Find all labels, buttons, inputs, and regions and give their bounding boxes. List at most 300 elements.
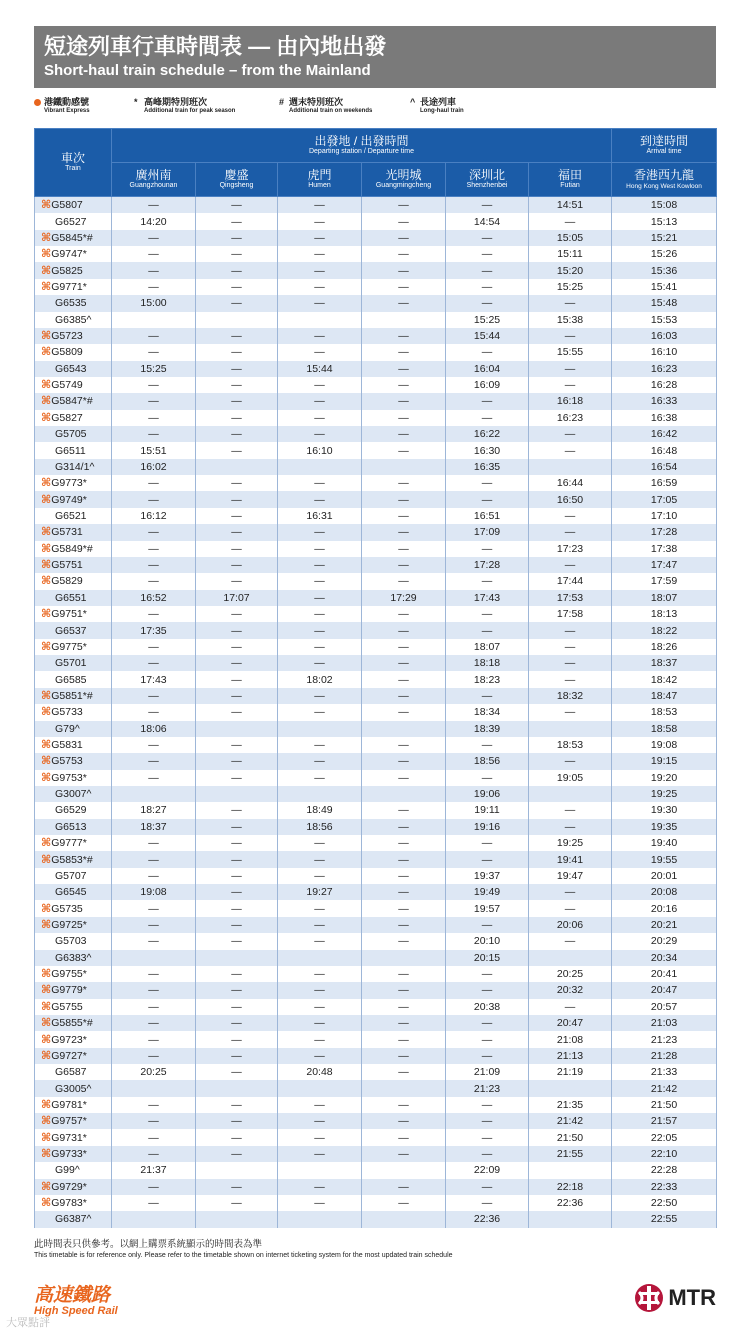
departure-time-cell: — <box>278 999 362 1015</box>
departure-time-cell: — <box>196 1015 278 1031</box>
departure-time-cell: — <box>362 737 446 753</box>
arrival-time-cell: 18:42 <box>612 671 717 687</box>
train-number-cell: ⌘G5847*# <box>35 393 112 409</box>
arrival-time-cell: 19:40 <box>612 835 717 851</box>
departure-time-cell: — <box>278 1146 362 1162</box>
departure-time-cell: — <box>278 262 362 278</box>
departure-time-cell: — <box>278 900 362 916</box>
departure-time-cell: — <box>446 1048 529 1064</box>
departure-time-cell: — <box>196 851 278 867</box>
table-row <box>35 328 717 344</box>
departure-time-cell: — <box>529 639 612 655</box>
train-number-cell: G6383^ <box>35 950 112 966</box>
departure-time-cell: 18:39 <box>446 721 529 737</box>
departure-time-cell: — <box>529 671 612 687</box>
departure-time-cell: — <box>362 655 446 671</box>
vibrant-express-icon: ⌘ <box>41 248 52 261</box>
footer-note-zh: 此時間表只供參考。以網上購票系統顯示的時間表為準 <box>34 1239 263 1250</box>
departure-time-cell: — <box>446 295 529 311</box>
departure-time-cell: 20:48 <box>278 1064 362 1080</box>
train-number-cell: ⌘G9725* <box>35 917 112 933</box>
table-row <box>35 361 717 377</box>
vibrant-express-icon: ⌘ <box>41 379 52 392</box>
departure-time-cell: 19:47 <box>529 868 612 884</box>
departure-time-cell: — <box>446 279 529 295</box>
title-banner <box>34 26 716 88</box>
departure-time-cell: 16:22 <box>446 426 529 442</box>
departure-time-cell: — <box>196 917 278 933</box>
departure-time-cell: 19:41 <box>529 851 612 867</box>
departing-group-header: 出發地 / 出發時間 Departing station / Departure time <box>112 129 612 163</box>
vibrant-express-icon: ⌘ <box>41 575 52 588</box>
departure-time-cell: — <box>362 344 446 360</box>
table-row <box>35 410 717 426</box>
departure-time-cell: — <box>196 982 278 998</box>
departure-time-cell: — <box>529 933 612 949</box>
vibrant-express-icon: ⌘ <box>41 280 52 293</box>
departure-time-cell: 18:27 <box>112 802 196 818</box>
departure-time-cell: — <box>196 704 278 720</box>
table-row <box>35 426 717 442</box>
vibrant-express-icon: ⌘ <box>41 853 52 866</box>
train-number-cell: G314/1^ <box>35 459 112 475</box>
departure-time-cell: — <box>278 966 362 982</box>
departure-time-cell: — <box>196 1064 278 1080</box>
table-row <box>35 671 717 687</box>
title-zh: 短途列車行車時間表 — 由內地出發 <box>44 34 387 59</box>
train-number-cell: G5701 <box>35 655 112 671</box>
train-number-cell: G99^ <box>35 1162 112 1178</box>
table-row <box>35 573 717 589</box>
table-row <box>35 704 717 720</box>
table-row <box>35 933 717 949</box>
departure-time-cell: — <box>362 917 446 933</box>
departure-time-cell: 15:44 <box>446 328 529 344</box>
arrival-time-cell: 18:13 <box>612 606 717 622</box>
vibrant-express-icon: ⌘ <box>41 526 52 539</box>
train-number-cell: ⌘G5751 <box>35 557 112 573</box>
vibrant-express-icon: ⌘ <box>41 706 52 719</box>
arrival-time-cell: 20:34 <box>612 950 717 966</box>
departure-time-cell: — <box>278 982 362 998</box>
departure-time-cell: — <box>112 426 196 442</box>
departure-time-cell: 21:08 <box>529 1031 612 1047</box>
departure-time-cell: 22:36 <box>446 1211 529 1227</box>
departure-time-cell: — <box>278 1179 362 1195</box>
departure-time-cell: — <box>278 1113 362 1129</box>
table-row <box>35 508 717 524</box>
departure-time-cell: — <box>196 328 278 344</box>
departure-time-cell: 20:15 <box>446 950 529 966</box>
vibrant-express-icon: ⌘ <box>41 968 52 981</box>
departure-time-cell: — <box>196 1048 278 1064</box>
departure-time-cell: — <box>446 1195 529 1211</box>
departure-time-cell: — <box>196 410 278 426</box>
departure-time-cell: — <box>196 966 278 982</box>
arrival-time-cell: 17:59 <box>612 573 717 589</box>
departure-time-cell: — <box>112 262 196 278</box>
schedule-rows <box>35 197 717 1228</box>
train-number-cell: ⌘G5809 <box>35 344 112 360</box>
arrival-time-cell: 15:41 <box>612 279 717 295</box>
vibrant-express-icon: ⌘ <box>41 493 52 506</box>
departure-time-cell: 16:31 <box>278 508 362 524</box>
arrival-time-cell: 18:58 <box>612 721 717 737</box>
departure-time-cell: — <box>362 868 446 884</box>
departure-time-cell: 22:18 <box>529 1179 612 1195</box>
table-row <box>35 1146 717 1162</box>
departure-time-cell: — <box>529 328 612 344</box>
departure-time-cell: 17:23 <box>529 541 612 557</box>
train-number-cell: ⌘G5831 <box>35 737 112 753</box>
arrival-time-cell: 20:47 <box>612 982 717 998</box>
departure-time-cell: — <box>112 344 196 360</box>
departure-time-cell: — <box>112 655 196 671</box>
table-row <box>35 1048 717 1064</box>
train-number-cell: G6513 <box>35 819 112 835</box>
train-number-cell: ⌘G9781* <box>35 1097 112 1113</box>
train-number-cell: G3007^ <box>35 786 112 802</box>
departure-time-cell: — <box>362 704 446 720</box>
departure-time-cell: — <box>196 770 278 786</box>
departure-time-cell <box>112 1080 196 1096</box>
departure-time-cell: — <box>362 1179 446 1195</box>
train-number-cell: G5707 <box>35 868 112 884</box>
departure-time-cell: 21:19 <box>529 1064 612 1080</box>
departure-time-cell: — <box>362 508 446 524</box>
table-row <box>35 999 717 1015</box>
departure-time-cell: — <box>362 279 446 295</box>
vibrant-express-icon: ⌘ <box>41 477 52 490</box>
departure-time-cell <box>362 786 446 802</box>
departure-time-cell: 16:12 <box>112 508 196 524</box>
departure-time-cell: — <box>112 688 196 704</box>
arrival-time-cell: 19:08 <box>612 737 717 753</box>
departure-time-cell: — <box>112 966 196 982</box>
departure-time-cell: — <box>278 688 362 704</box>
vibrant-express-icon: ⌘ <box>41 755 52 768</box>
departure-time-cell: — <box>362 1129 446 1145</box>
departure-time-cell: 21:13 <box>529 1048 612 1064</box>
departure-time-cell: — <box>112 1048 196 1064</box>
arrival-time-cell: 17:38 <box>612 541 717 557</box>
schedule-table <box>34 128 717 1228</box>
vibrant-express-icon: ⌘ <box>41 1131 52 1144</box>
table-row <box>35 1129 717 1145</box>
departure-time-cell: 21:42 <box>529 1113 612 1129</box>
departure-time-cell: 18:56 <box>446 753 529 769</box>
departure-time-cell: — <box>196 1031 278 1047</box>
arrival-time-cell: 17:05 <box>612 491 717 507</box>
departure-time-cell: — <box>446 966 529 982</box>
departure-time-cell: — <box>362 361 446 377</box>
vibrant-express-icon: ⌘ <box>41 1180 52 1193</box>
arrival-time-cell: 19:30 <box>612 802 717 818</box>
departure-time-cell: 16:02 <box>112 459 196 475</box>
table-row <box>35 786 717 802</box>
departure-time-cell: — <box>362 753 446 769</box>
footer-note <box>34 1236 716 1259</box>
departure-time-cell: — <box>196 819 278 835</box>
departure-time-cell: 15:25 <box>529 279 612 295</box>
departure-time-cell: 21:37 <box>112 1162 196 1178</box>
departure-time-cell: — <box>529 802 612 818</box>
arrival-time-cell: 15:21 <box>612 230 717 246</box>
departure-time-cell: — <box>278 393 362 409</box>
departure-time-cell: — <box>529 361 612 377</box>
departure-time-cell: — <box>278 606 362 622</box>
departure-time-cell: — <box>112 541 196 557</box>
departure-time-cell: 21:55 <box>529 1146 612 1162</box>
departure-time-cell: — <box>278 770 362 786</box>
departure-time-cell: — <box>112 1015 196 1031</box>
departure-time-cell: — <box>278 1195 362 1211</box>
departure-time-cell: 19:27 <box>278 884 362 900</box>
departure-time-cell: — <box>362 884 446 900</box>
arrival-time-cell: 20:41 <box>612 966 717 982</box>
departure-time-cell <box>529 1211 612 1227</box>
departure-time-cell: — <box>446 393 529 409</box>
departure-time-cell: 15:05 <box>529 230 612 246</box>
vibrant-express-icon: ⌘ <box>41 264 52 277</box>
departure-time-cell: — <box>112 475 196 491</box>
departure-time-cell: 16:30 <box>446 442 529 458</box>
departure-time-cell: 17:43 <box>446 590 529 606</box>
departure-time-cell: — <box>112 230 196 246</box>
departure-time-cell: 18:37 <box>112 819 196 835</box>
departure-time-cell: — <box>362 262 446 278</box>
departure-time-cell: 22:09 <box>446 1162 529 1178</box>
departure-time-cell <box>362 1162 446 1178</box>
departure-time-cell: — <box>529 442 612 458</box>
arrival-time-cell: 19:20 <box>612 770 717 786</box>
departure-time-cell: — <box>278 737 362 753</box>
train-number-cell: ⌘G9747* <box>35 246 112 262</box>
vibrant-express-icon: ⌘ <box>41 1098 52 1111</box>
arrival-time-cell: 15:26 <box>612 246 717 262</box>
footer-note-en: This timetable is for reference only. Please refer to the timetable shown on internet ticketing system for the most updated train schedule <box>34 1252 453 1259</box>
departure-time-cell: — <box>362 851 446 867</box>
departure-time-cell: — <box>362 393 446 409</box>
departure-time-cell: — <box>446 541 529 557</box>
departure-time-cell <box>362 1211 446 1227</box>
train-number-cell: ⌘G5723 <box>35 328 112 344</box>
departure-time-cell: — <box>196 426 278 442</box>
train-number-cell: ⌘G5731 <box>35 524 112 540</box>
departure-time-cell: — <box>446 1113 529 1129</box>
legend <box>34 95 716 121</box>
train-number-cell: G6527 <box>35 213 112 229</box>
departure-time-cell: — <box>446 410 529 426</box>
departure-time-cell: — <box>196 541 278 557</box>
arrival-time-cell: 20:16 <box>612 900 717 916</box>
departure-time-cell: — <box>446 1015 529 1031</box>
arrival-time-cell: 16:33 <box>612 393 717 409</box>
departure-time-cell: 15:00 <box>112 295 196 311</box>
train-number-cell: G6537 <box>35 622 112 638</box>
departure-time-cell: — <box>112 573 196 589</box>
departure-time-cell: — <box>362 442 446 458</box>
departure-time-cell: — <box>362 1195 446 1211</box>
departure-time-cell: 16:09 <box>446 377 529 393</box>
table-row <box>35 1195 717 1211</box>
arrival-time-cell: 18:53 <box>612 704 717 720</box>
departure-time-cell: — <box>446 344 529 360</box>
caret-icon: ^ <box>410 97 416 107</box>
table-row <box>35 639 717 655</box>
train-number-cell: ⌘G5755 <box>35 999 112 1015</box>
departure-time-cell: — <box>196 344 278 360</box>
departure-time-cell <box>112 950 196 966</box>
train-number-cell: ⌘G5849*# <box>35 541 112 557</box>
departure-time-cell: — <box>196 802 278 818</box>
table-row <box>35 606 717 622</box>
station-header-humen: 虎門 Humen <box>278 163 362 197</box>
departure-time-cell: — <box>196 835 278 851</box>
arrival-time-cell: 16:42 <box>612 426 717 442</box>
mtr-emblem-icon <box>634 1283 664 1313</box>
departure-time-cell: — <box>529 508 612 524</box>
vibrant-express-icon: ⌘ <box>41 984 52 997</box>
arrival-time-cell: 22:55 <box>612 1211 717 1227</box>
departure-time-cell: — <box>362 246 446 262</box>
departure-time-cell: 16:51 <box>446 508 529 524</box>
departure-time-cell: — <box>196 377 278 393</box>
vibrant-express-icon: ⌘ <box>41 330 52 343</box>
arrival-time-cell: 17:10 <box>612 508 717 524</box>
departure-time-cell: 20:32 <box>529 982 612 998</box>
departure-time-cell: — <box>112 491 196 507</box>
vibrant-express-icon: ⌘ <box>41 1017 52 1030</box>
vibrant-express-icon: ⌘ <box>41 837 52 850</box>
departure-time-cell <box>196 1162 278 1178</box>
departure-time-cell: — <box>362 835 446 851</box>
departure-time-cell: — <box>196 246 278 262</box>
arrival-time-cell: 17:47 <box>612 557 717 573</box>
departure-time-cell: — <box>362 933 446 949</box>
departure-time-cell <box>278 459 362 475</box>
departure-time-cell: 16:44 <box>529 475 612 491</box>
departure-time-cell <box>196 721 278 737</box>
departure-time-cell: — <box>112 835 196 851</box>
departure-time-cell: — <box>446 262 529 278</box>
train-number-cell: ⌘G9749* <box>35 491 112 507</box>
arrival-time-cell: 21:03 <box>612 1015 717 1031</box>
departure-time-cell: — <box>446 622 529 638</box>
arrival-time-cell: 22:28 <box>612 1162 717 1178</box>
departure-time-cell: — <box>278 491 362 507</box>
departure-time-cell <box>529 721 612 737</box>
departure-time-cell: — <box>112 770 196 786</box>
arrival-time-cell: 20:29 <box>612 933 717 949</box>
departure-time-cell: — <box>278 1015 362 1031</box>
legend-vibrant-express: 港鐵動感號 Vibrant Express <box>34 95 90 114</box>
departure-time-cell: 17:09 <box>446 524 529 540</box>
departure-time-cell: 18:34 <box>446 704 529 720</box>
departure-time-cell: — <box>529 655 612 671</box>
departure-time-cell <box>278 1211 362 1227</box>
departure-time-cell: — <box>278 246 362 262</box>
departure-time-cell: — <box>112 328 196 344</box>
table-row <box>35 1080 717 1096</box>
departure-time-cell: — <box>196 279 278 295</box>
departure-time-cell <box>278 312 362 328</box>
arrival-time-cell: 15:13 <box>612 213 717 229</box>
departure-time-cell: 18:06 <box>112 721 196 737</box>
table-row <box>35 982 717 998</box>
departure-time-cell: 17:43 <box>112 671 196 687</box>
departure-time-cell: — <box>196 1146 278 1162</box>
train-column-header: 車次 Train <box>35 129 112 197</box>
table-row <box>35 950 717 966</box>
departure-time-cell <box>362 950 446 966</box>
train-number-cell: G6529 <box>35 802 112 818</box>
departure-time-cell: — <box>196 688 278 704</box>
departure-time-cell: — <box>362 1015 446 1031</box>
departure-time-cell: — <box>278 541 362 557</box>
table-row <box>35 1113 717 1129</box>
train-number-cell: G6551 <box>35 590 112 606</box>
departure-time-cell <box>278 1080 362 1096</box>
arrival-group-header: 到達時間 Arrival time <box>612 129 717 163</box>
vibrant-express-icon: ⌘ <box>41 608 52 621</box>
departure-time-cell: — <box>196 442 278 458</box>
arrival-time-cell: 22:50 <box>612 1195 717 1211</box>
departure-time-cell: — <box>446 1097 529 1113</box>
departure-time-cell: — <box>278 230 362 246</box>
departure-time-cell: — <box>529 900 612 916</box>
departure-time-cell: 21:09 <box>446 1064 529 1080</box>
departure-time-cell: — <box>362 900 446 916</box>
train-number-cell: ⌘G9727* <box>35 1048 112 1064</box>
arrival-time-cell: 16:48 <box>612 442 717 458</box>
vibrant-express-icon: ⌘ <box>41 1115 52 1128</box>
departure-time-cell: 20:38 <box>446 999 529 1015</box>
departure-time-cell: — <box>278 573 362 589</box>
departure-time-cell: — <box>278 1048 362 1064</box>
arrival-time-cell: 22:10 <box>612 1146 717 1162</box>
vibrant-express-icon: ⌘ <box>41 1000 52 1013</box>
table-row <box>35 377 717 393</box>
table-row <box>35 459 717 475</box>
departure-time-cell: — <box>196 1113 278 1129</box>
train-number-cell: G6387^ <box>35 1211 112 1227</box>
train-number-cell: ⌘G9723* <box>35 1031 112 1047</box>
departure-time-cell: — <box>362 606 446 622</box>
arrival-time-cell: 20:01 <box>612 868 717 884</box>
departure-time-cell: — <box>362 966 446 982</box>
departure-time-cell <box>112 1211 196 1227</box>
departure-time-cell <box>529 950 612 966</box>
departure-time-cell: — <box>112 410 196 426</box>
arrival-time-cell: 18:26 <box>612 639 717 655</box>
departure-time-cell <box>196 459 278 475</box>
arrival-time-cell: 21:33 <box>612 1064 717 1080</box>
departure-time-cell: — <box>196 393 278 409</box>
departure-time-cell: 15:25 <box>446 312 529 328</box>
departure-time-cell <box>112 786 196 802</box>
departure-time-cell: 18:23 <box>446 671 529 687</box>
arrival-time-cell: 18:07 <box>612 590 717 606</box>
arrival-time-cell: 21:42 <box>612 1080 717 1096</box>
mtr-wordmark: MTR <box>668 1285 716 1310</box>
departure-time-cell: 14:20 <box>112 213 196 229</box>
departure-time-cell: — <box>446 737 529 753</box>
departure-time-cell: — <box>278 1031 362 1047</box>
departure-time-cell: — <box>278 475 362 491</box>
departure-time-cell: — <box>112 1113 196 1129</box>
train-number-cell: ⌘G5845*# <box>35 230 112 246</box>
